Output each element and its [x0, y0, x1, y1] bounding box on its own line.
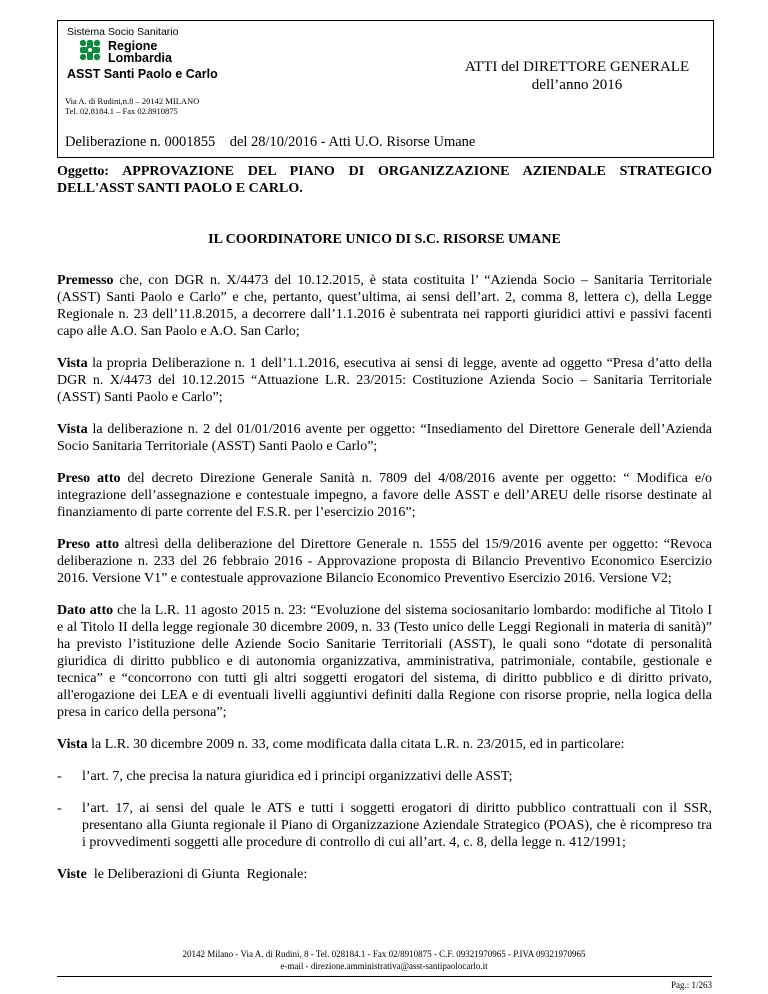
address-block — [65, 96, 199, 116]
list-item-text: l’art. 17, ai sensi del quale le ATS e tutti i soggetti erogatori di diritto pubblico contrattuali con il SSR, presentano alla Giunta regionale il Piano di Organizzazione Aziendale Strategico (POAS), che è ricompreso tra i provvedimenti soggetti alle procedure di controllo di cui all’art. 4, c. 8, della legge n. 412/1991; — [82, 801, 712, 850]
asst-name: ASST Santi Paolo e Carlo — [67, 67, 218, 81]
paragraph — [57, 866, 712, 883]
list-item — [57, 800, 712, 851]
address-line-1: Via A. di Rudini,n.8 – 20142 MILANO — [65, 96, 200, 106]
paragraph — [57, 536, 712, 587]
logo-line-2: Lombardia — [108, 51, 172, 65]
paragraph — [57, 272, 712, 340]
paragraph-text: che la L.R. 11 agosto 2015 n. 23: “Evoluzione del sistema sociosanitario lombardo: modifiche al Titolo I e al Titolo II della legge regionale 30 dicembre 2009, n. 33 (Testo unico delle Leggi Regionali in materia di sanità)” ha previsto l’istituzione delle Aziende Socio Sanitarie Territoriali (ASST), le quali sono “dotate di personalità giuridica di diritto pubblico e di autonomia organizzativa, amministrativa, patrimoniale, contabile, gestionale e tecnica” e “concorrono con tutti gli altri soggetti erogatori del sistema, di diritto pubblico e di diritto privato, all'erogazione dei LEA e di eventuali livelli aggiuntivi definiti dalla Regione con risorse proprie, nella logica della presa in carico della persona”; — [57, 603, 712, 720]
paragraph-lead: Vista — [57, 356, 88, 371]
document-header — [57, 20, 714, 158]
logo-text — [108, 40, 172, 64]
paragraph-text: le Deliberazioni di Giunta Regionale: — [86, 867, 308, 882]
list-dash: - — [57, 769, 62, 784]
paragraph-lead: Viste — [57, 867, 87, 882]
paragraph-lead: Preso atto — [57, 537, 120, 552]
paragraph — [57, 602, 712, 721]
document-body — [57, 272, 712, 898]
paragraph — [57, 736, 712, 753]
paragraph-text: la L.R. 30 dicembre 2009 n. 33, come modificata dalla citata L.R. n. 23/2015, ed in particolare: — [87, 737, 625, 752]
page-footer — [0, 948, 768, 972]
system-label: Sistema Socio Sanitario — [67, 26, 179, 38]
paragraph-lead: Preso atto — [57, 471, 121, 486]
paragraph — [57, 355, 712, 406]
footer-address: 20142 Milano - Via A. di Rudinì, 8 - Tel. 028184.1 - Fax 02/8910875 - C.F. 09321970965 - P.IVA 09321970965 — [182, 949, 586, 959]
page-number: Pag.: 1/263 — [670, 980, 712, 990]
paragraph-lead: Premesso — [57, 273, 114, 288]
paragraph-text: che, con DGR n. X/4473 del 10.12.2015, è stata costituita l’ “Azienda Socio – Sanitaria Territoriale (ASST) Santi Paolo e Carlo” e che, pertanto, quest’ultima, ai sensi dell’art. 2, comma 8, lettera c), della Legge Regionale n. 23 dell’11.8.2015, a decorrere dall’1.1.2016 è subentrata nei rapporti giuridici attivi e passivi facenti capo alle A.O. San Paolo e A.O. San Carlo; — [57, 273, 712, 339]
oggetto-text: APPROVAZIONE DEL PIANO DI ORGANIZZAZIONE AZIENDALE STRATEGICO DELL'ASST SANTI PAOLO E CARLO. — [57, 164, 712, 196]
article-list — [57, 768, 712, 851]
atti-line-1: ATTI del DIRETTORE GENERALE — [464, 59, 690, 75]
atti-line-2: dell’anno 2016 — [531, 77, 623, 93]
deliberazione-line: Deliberazione n. 0001855 del 28/10/2016 - Atti U.O. Risorse Umane — [65, 134, 476, 150]
list-item-text: l’art. 7, che precisa la natura giuridica ed i principi organizzativi delle ASST; — [82, 769, 513, 784]
regione-lombardia-logo-icon — [78, 38, 102, 62]
paragraph-text: la propria Deliberazione n. 1 dell’1.1.2016, esecutiva ai sensi di legge, avente ad oggetto “Presa d’atto della DGR n. X/4473 del 10.12.2015 “Attuazione L.R. 23/2015: Costituzione Azienda Socio – Sanitaria Territoriale (ASST) Santi Paolo e Carlo”; — [57, 356, 712, 405]
coordinatore-heading: IL COORDINATORE UNICO DI S.C. RISORSE UMANE — [208, 232, 561, 247]
logo-line-1: Regione — [108, 39, 158, 53]
paragraph-text: altresì della deliberazione del Direttore Generale n. 1555 del 15/9/2016 avente per oggetto: “Revoca deliberazione n. 233 del 26 febbraio 2016 - Approvazione proposta di Bilancio Preventivo Economico Esercizio 2016. Versione V1” e contestuale approvazione Bilancio Economico Preventivo Esercizio 2016. Versione V2; — [57, 537, 712, 586]
atti-heading — [446, 58, 708, 94]
footer-email: e-mail - direzione.amministrativa@asst-santipaolocarlo.it — [280, 961, 488, 971]
list-item — [57, 768, 712, 785]
address-line-2: Tel. 02.8184.1 – Fax 02.8910875 — [65, 106, 178, 116]
paragraph-lead: Dato atto — [57, 603, 114, 618]
list-dash: - — [57, 801, 62, 816]
paragraph-lead: Vista — [57, 422, 88, 437]
footer-divider — [57, 976, 712, 977]
paragraph-text: del decreto Direzione Generale Sanità n. 7809 del 4/08/2016 avente per oggetto: “ Modifica e/o integrazione dell’assegnazione e contestuale impegno, a favore delle ASST e dell’AREU delle risorse destinate al finanziamento di parte corrente del F.S.R. per l’esercizio 2016”; — [57, 471, 712, 520]
paragraph — [57, 421, 712, 455]
oggetto-label: Oggetto: — [57, 164, 110, 179]
paragraph — [57, 470, 712, 521]
paragraph-lead: Vista — [57, 737, 88, 752]
oggetto — [57, 163, 712, 197]
paragraph-text: la deliberazione n. 2 del 01/01/2016 avente per oggetto: “Insediamento del Direttore Generale dell’Azienda Socio Sanitaria Territoriale (ASST) Santi Paolo e Carlo”; — [57, 422, 712, 454]
